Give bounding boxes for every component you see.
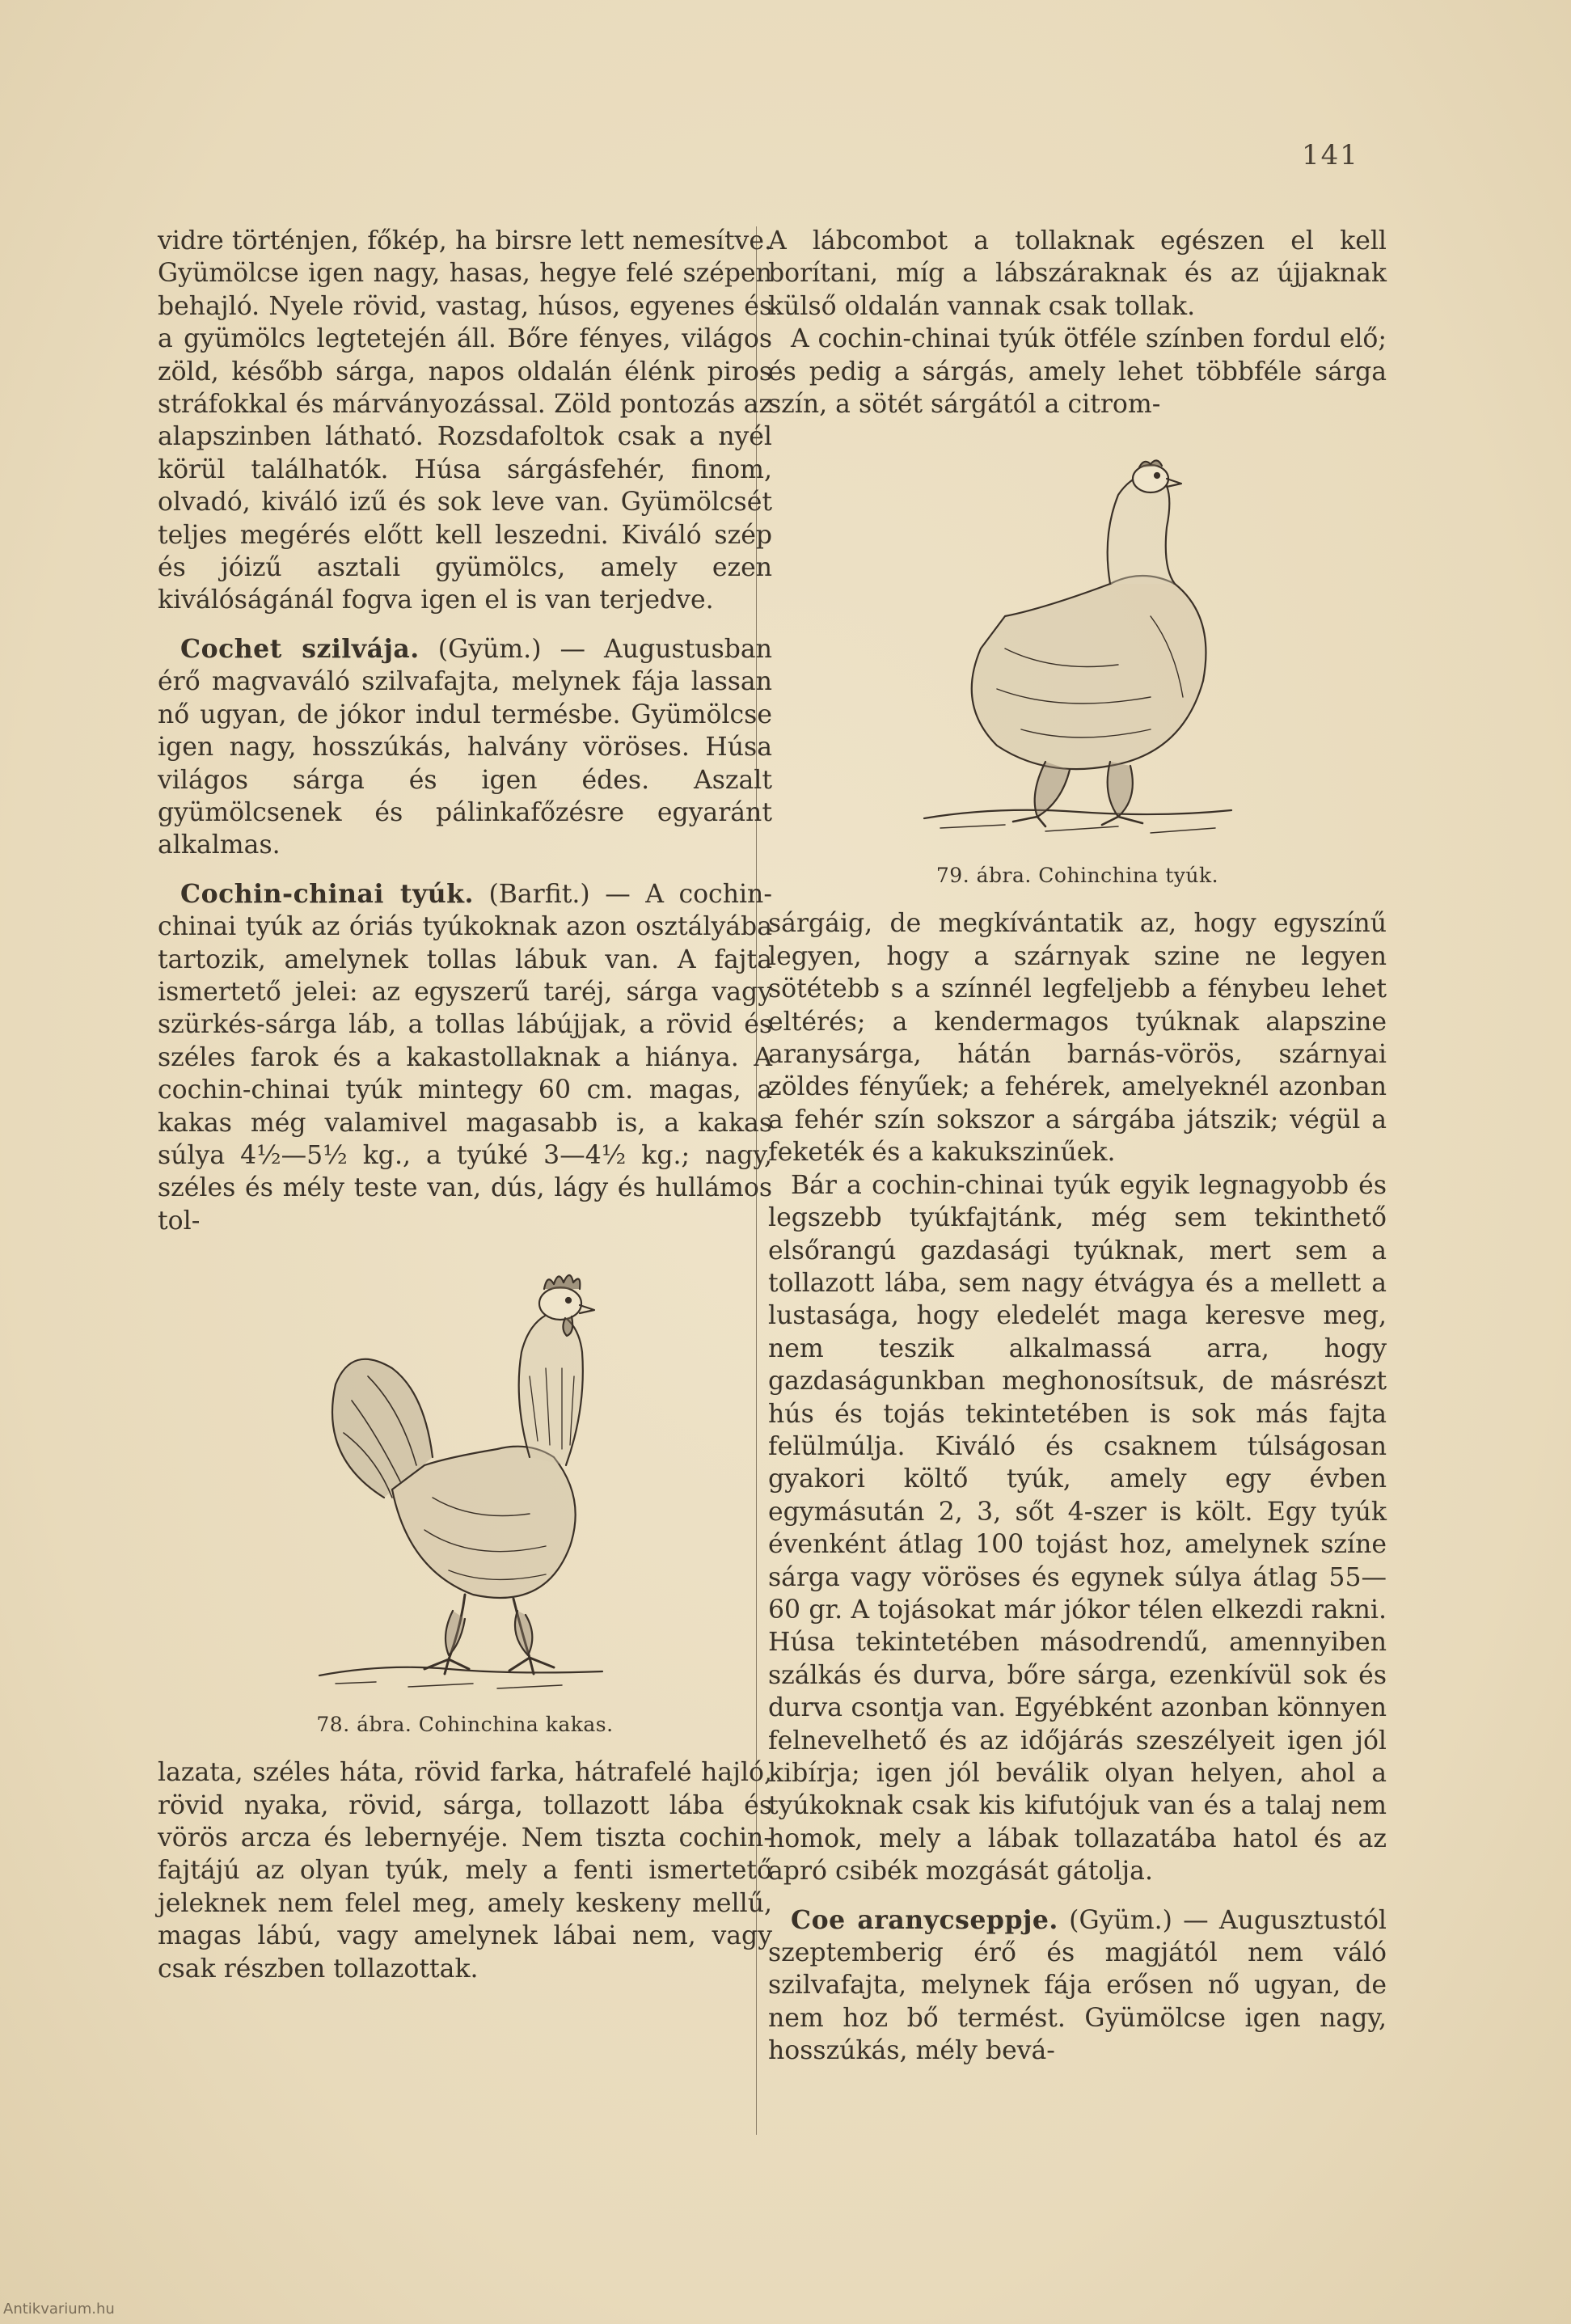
left-paragraph-after-figure: lazata, széles háta, rövid farka, hátrafelé hajló, rövid nyaka, rövid, sárga, tollazott lába és vörös arcza és lebernyéje. Nem tiszta cochin-fajtájú az olyan tyúk, mely a fenti ismertető jeleknek nem felel meg, amely keskeny mellű, magas lábú, vagy amelynek lábai nem, vagy csak részben tollazottak. bbox=[158, 1758, 772, 1984]
right-paragraph-4: Bár a cochin-chinai tyúk egyik legnagyobb és legszebb tyúkfajtánk, még sem tekinthető elsőrangú gazdasági tyúknak, mert sem a tollazott lába, sem nagy étvágya és a mellett a lustasága, hogy eledelét maga keresve meg, nem teszik alkalmassá arra, hogy gazdaságunkban meghonosítsuk, de másrészt hús és tojás tekintetében is sok más fajta felülmúlja. Kiváló és csaknem túlságosan gyakori költő tyúk, amely egy évben egymásután 2, 3, sőt 4-szer is költ. Egy tyúk évenként átlag 100 tojást hoz, amelynek színe sárga vagy vöröses és egynek súlya átlag 55—60 gr. A tojásokat már jókor télen elkezdi rakni. Húsa tekintetében másodrendű, amennyiben szálkás és durva, bőre sárga, ezenkívül sok és durva csontja van. Egyébként azonban könnyen felnevelhető és az időjárás szeszélyeit igen jól kibírja; igen jól beválik olyan helyen, ahol a tyúkoknak csak kis kifutójuk van és a talaj nem homok, mely a lábak tollazatába hatol és az apró csibék mozgását gátolja. bbox=[768, 1170, 1387, 1887]
left-column bbox=[158, 225, 772, 1985]
left-paragraph-1: vidre történjen, főkép, ha birsre lett nemesítve. Gyümölcse igen nagy, hasas, hegye felé szépen behajló. Nyele rövid, vastag, húsos, egyenes és a gyümölcs legtetején áll. Bőre fényes, világos zöld, később sárga, napos oldalán élénk piros stráfokkal és márványozással. Zöld pontozás az alapszinben látható. Rozsdafoltok csak a nyél körül találhatók. Húsa sárgásfehér, finom, olvadó, kiváló izű és sok leve van. Gyümölcsét teljes megérés előtt kell leszedni. Kiváló szép és jóizű asztali gyümölcs, amely ezen kiválóságánál fogva igen el is van terjedve. bbox=[158, 226, 772, 615]
entry-body: (Gyüm.) — Augustusban érő magvaváló szilvafajta, melynek fája lassan nő ugyan, de jókor indul termésbe. Gyümölcse igen nagy, hosszúkás, halvány vöröses. Húsa világos sárga és igen édes. Aszalt gyümölcsenek és pálinkafőzésre egyaránt alkalmas. bbox=[158, 634, 772, 860]
page-number: 141 bbox=[1302, 139, 1359, 171]
figure-caption: 78. ábra. Cohinchina kakas. bbox=[316, 1713, 614, 1737]
figure-hen bbox=[768, 438, 1387, 888]
entry-heading: Coe aranycseppje. bbox=[791, 1904, 1058, 1935]
entry-heading: Cochin-chinai tyúk. bbox=[180, 878, 474, 909]
entry-body: (Gyüm.) — Augusztustól szeptemberig érő és magjától nem váló szilvafajta, melynek fája erősen nő ugyan, de nem hoz bő termést. Gyümölcse igen nagy, hosszúkás, mély bevá- bbox=[768, 1905, 1387, 2066]
entry-body: (Barfit.) — A cochin-chinai tyúk az óriás tyúkoknak azon osztályába tartozik, amelynek tollas lábuk van. A fajta ismertető jelei: az egyszerű taréj, sárga vagy szürkés-sárga láb, a tollas lábújjak, a rövid és széles farok és a kakastollaknak a hiánya. A cochin-chinai tyúk mintegy 60 cm. magas, a kakas még valamivel magasabb is, a kakas súlya 4½—5½ kg., a tyúké 3—4½ kg.; nagy, széles és mély teste van, dús, lágy és hullámos tol- bbox=[158, 879, 772, 1236]
entry-cochet-szilvaja bbox=[158, 633, 772, 862]
figure-caption: 79. ábra. Cohinchina tyúk. bbox=[935, 864, 1219, 888]
rooster-illustration bbox=[287, 1255, 643, 1708]
right-paragraph-2: A cochin-chinai tyúk ötféle színben fordul elő; és pedig a sárgás, amely lehet többféle sárga szín, a sötét sárgától a citrom- bbox=[768, 324, 1387, 420]
figure-rooster bbox=[158, 1255, 772, 1737]
hen-illustration bbox=[908, 438, 1248, 859]
entry-heading: Cochet szilvája. bbox=[180, 633, 420, 664]
right-paragraph-1: A lábcombot a tollaknak egészen el kell borítani, míg a lábszáraknak és az újjaknak külső oldalán vannak csak tollak. bbox=[768, 226, 1387, 321]
entry-coe-aranycseppje bbox=[768, 1904, 1387, 2068]
right-paragraph-3: sárgáig, de megkívántatik az, hogy egyszínű legyen, hogy a szárnyak szine ne legyen sötétebb s a színnél legfeljebb a fénybeu lehet eltérés; a kendermagos tyúknak alapszine aranysárga, hátán barnás-vörös, szárnyai zöldes fényűek; a fehérek, amelyeknél azonban a fehér szín sokszor a sárgába játszik; végül a feketék és a kakukszinűek. bbox=[768, 909, 1387, 1168]
right-column bbox=[768, 225, 1387, 2068]
entry-cochin-chinai-tyuk bbox=[158, 878, 772, 1237]
watermark: Antikvarium.hu bbox=[3, 2301, 115, 2318]
